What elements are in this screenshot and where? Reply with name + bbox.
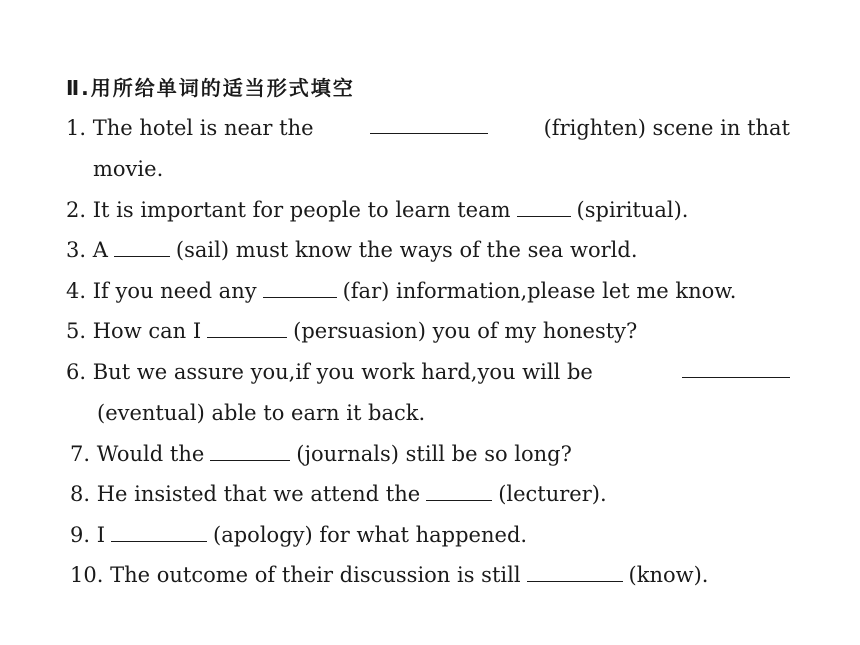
item-number: 3. (66, 238, 87, 262)
item-text-before: If you need any (92, 279, 257, 303)
exercise-item-1 (66, 115, 790, 141)
item-text-after: (know). (628, 563, 709, 587)
item-text-after: (journals) still be so long? (296, 442, 572, 466)
item-number: 6. (66, 360, 87, 384)
exercise-item-6 (66, 359, 790, 385)
item-text-after: (apology) for what happened. (213, 523, 528, 547)
item-number: 9. (70, 523, 91, 547)
item-number: 2. (66, 198, 87, 222)
item-number: 8. (70, 482, 91, 506)
item-text-after: (lecturer). (498, 482, 607, 506)
exercise-item-2 (66, 197, 688, 223)
item-text-before: But we assure you,if you work hard,you will be (92, 360, 593, 384)
answer-blank-5[interactable] (207, 319, 287, 338)
answer-blank-10[interactable] (527, 563, 623, 582)
answer-blank-4[interactable] (263, 279, 337, 298)
exercise-item-6-continued (97, 400, 425, 426)
item-number: 4. (66, 279, 87, 303)
exercise-item-10 (70, 562, 708, 588)
answer-blank-1[interactable] (370, 115, 488, 134)
exercise-item-5 (66, 318, 637, 344)
exercise-item-7 (70, 441, 572, 467)
item-text-before: It is important for people to learn team (92, 198, 511, 222)
exercise-item-3 (66, 237, 638, 263)
item-text-continued: movie. (93, 157, 164, 181)
answer-blank-9[interactable] (111, 523, 207, 542)
item-number: 10. (70, 563, 104, 587)
item-number: 7. (70, 442, 91, 466)
item-text-after: (spiritual). (576, 198, 689, 222)
item-text-after: (far) information,please let me know. (342, 279, 737, 303)
item-text-before: The outcome of their discussion is still (110, 563, 521, 587)
item-number: 5. (66, 319, 87, 343)
answer-blank-3[interactable] (114, 238, 170, 257)
item-text-before: Would the (96, 442, 205, 466)
answer-blank-2[interactable] (517, 198, 571, 217)
item-text-after: (persuasion) you of my honesty? (293, 319, 638, 343)
item-text-before: A (92, 238, 108, 262)
answer-blank-6[interactable] (682, 359, 790, 378)
item-text-continued: (eventual) able to earn it back. (97, 401, 426, 425)
item-number: 1. (66, 116, 87, 140)
item-text-after: (sail) must know the ways of the sea world. (175, 238, 638, 262)
exercise-item-9 (70, 522, 527, 548)
item-text-before: I (96, 523, 106, 547)
item-text-before: He insisted that we attend the (96, 482, 421, 506)
answer-blank-8[interactable] (426, 482, 492, 501)
item-text-before: How can I (92, 319, 202, 343)
exercise-item-4 (66, 278, 736, 304)
exercise-item-1-continued (93, 156, 163, 182)
item-text-after: (frighten) scene in that (543, 116, 790, 140)
item-text-before: The hotel is near the (92, 116, 314, 140)
answer-blank-7[interactable] (210, 442, 290, 461)
exercise-item-8 (70, 481, 607, 507)
section-title: Ⅱ.用所给单词的适当形式填空 (66, 76, 355, 100)
